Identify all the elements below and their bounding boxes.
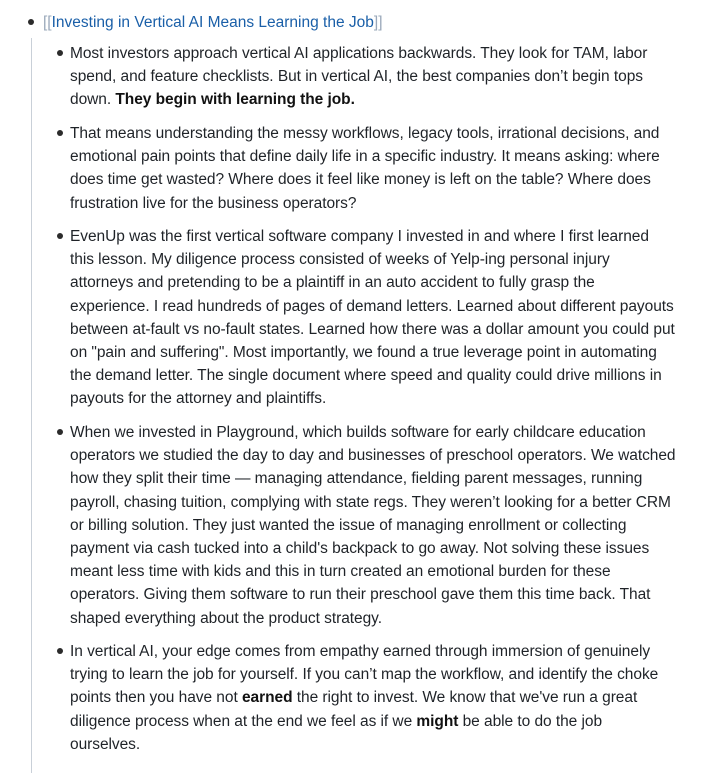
block-bullet[interactable] (57, 50, 63, 56)
block-bullet[interactable] (57, 233, 63, 239)
text-run: be able to do the job ourselves. (70, 712, 603, 753)
block-text[interactable] (70, 42, 676, 112)
children-guide-line (31, 38, 32, 773)
text-run: the right to invest. We know that we've run a great diligence process when at the end we feel as if we (70, 689, 638, 730)
block-text[interactable] (70, 122, 676, 215)
block-text[interactable] (70, 225, 676, 411)
text-run: That means understanding the messy workflows, legacy tools, irrational decisions, and emotional pain points that define daily life in a specific industry. It means asking: where does time get wasted? Where does it feel like money is left on the table? Where does frustration live for the business operators? (70, 125, 660, 212)
block-bullet[interactable] (57, 429, 63, 435)
top-bullet[interactable] (28, 19, 34, 25)
text-run: EvenUp was the first vertical software company I invested in and where I first learned this lesson. My diligence process consisted of weeks of Yelp-ing personal injury attorneys and pretending to be a plaintiff in an auto accident to fully grasp the experience. I read hundreds of pages of demand letters. Learned about different payouts between at-fault vs no-fault states. Learned how there was a dollar amount you could put on "pain and suffering". Most importantly, we found a true leverage point in automating the demand letter. The single document where speed and quality could drive millions in payouts for the attorney and plaintiffs. (70, 228, 675, 408)
bold-text: They begin with learning the job. (115, 91, 355, 109)
block-bullet[interactable] (57, 648, 63, 654)
page-reference-link[interactable] (43, 12, 383, 33)
block-text[interactable] (70, 640, 676, 756)
open-bracket: [[ (43, 14, 52, 31)
close-bracket: ]] (373, 14, 383, 31)
text-run: Most investors approach vertical AI applications backwards. They look for TAM, labor spend, and feature checklists. But in vertical AI, the best companies don’t begin tops down. (70, 45, 648, 109)
bold-text: earned (241, 689, 293, 707)
text-run: In vertical AI, your edge comes from empathy earned through immersion of genuinely trying to learn the job for yourself. If you can’t map the workflow, and identify the choke points then you have not (70, 643, 659, 707)
block-bullet[interactable] (57, 130, 63, 136)
bold-text: might (416, 712, 459, 730)
page-title: Investing in Vertical AI Means Learning the Job (51, 14, 374, 31)
block-text[interactable] (70, 421, 676, 630)
text-run: When we invested in Playground, which builds software for early childcare education operators we studied the day to day and businesses of preschool operators. We watched how they split their time — managing attendance, fielding parent messages, running payroll, chasing tuition, complying with state regs. They weren’t looking for a better CRM or billing solution. They just wanted the issue of managing enrollment or collecting payment via cash tucked into a child's backpack to go away. Not solving these issues meant less time with kids and this in turn created an emotional burden for these operators. Giving them software to run their preschool gave them this time back. That shaped everything about the product strategy. (70, 424, 676, 627)
